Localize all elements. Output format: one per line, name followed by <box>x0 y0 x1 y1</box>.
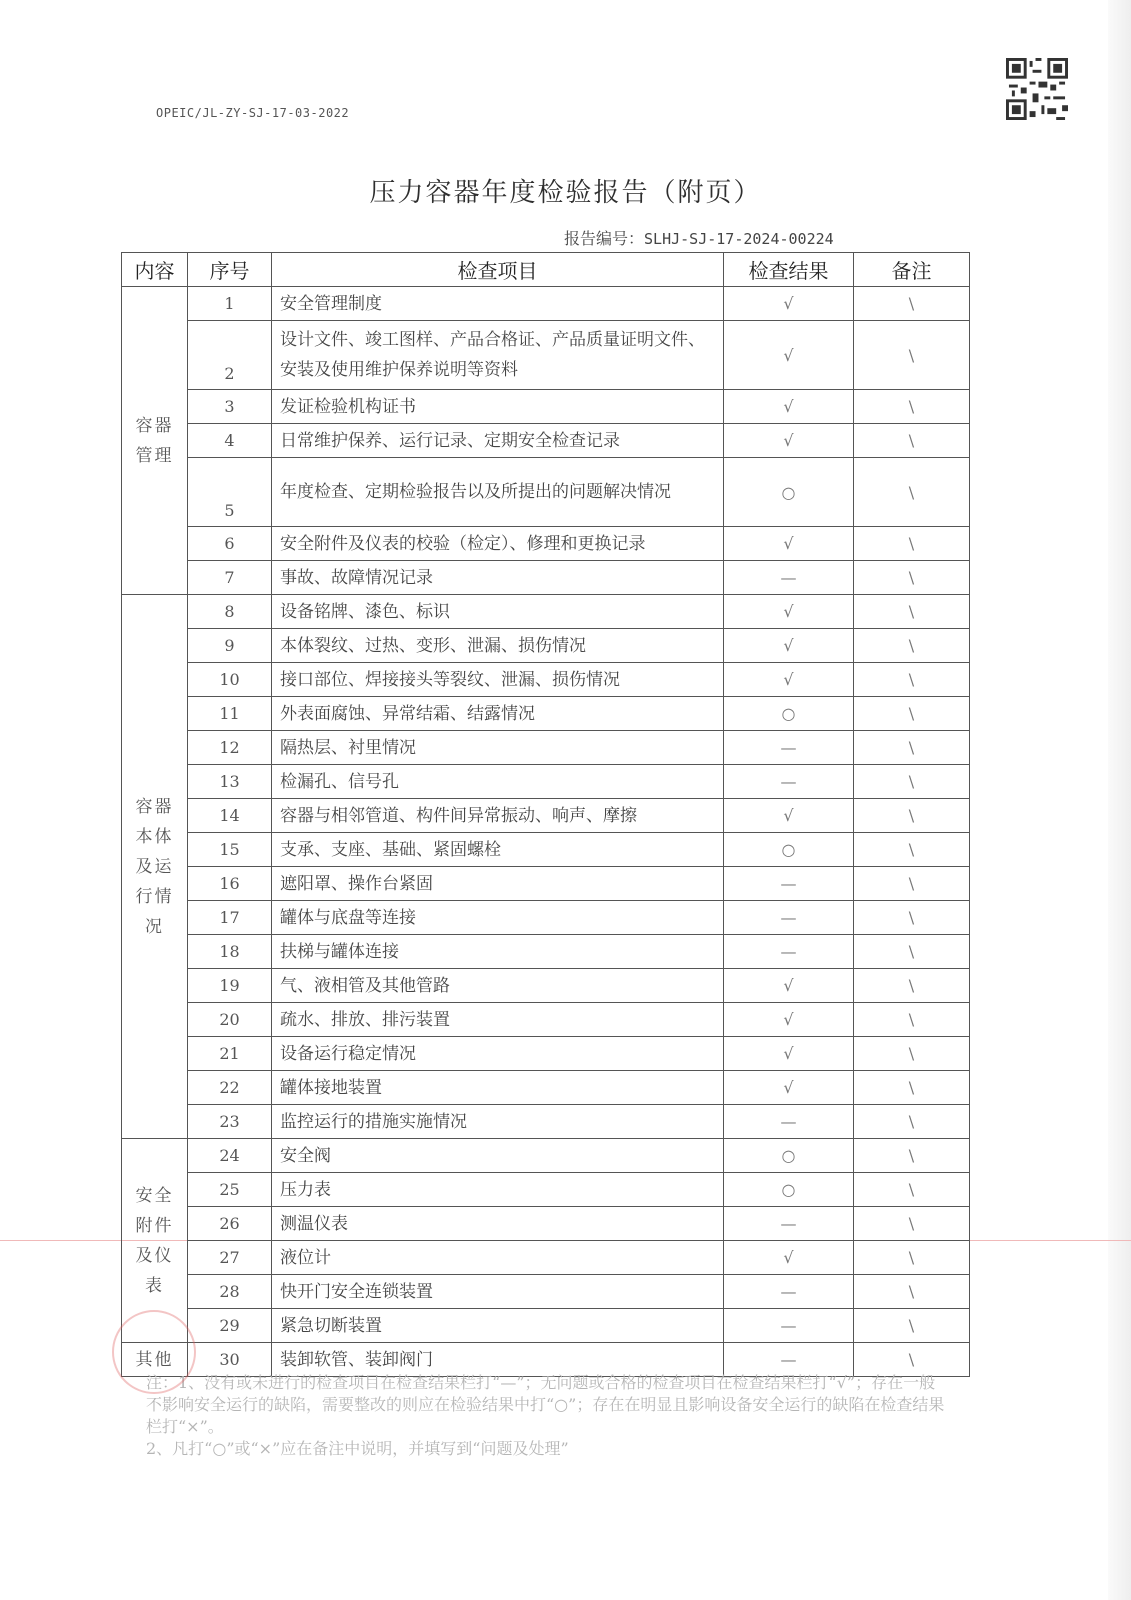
remark-cell: \ <box>854 1037 970 1071</box>
item-cell: 安全附件及仪表的校验（检定）、修理和更换记录 <box>272 527 724 561</box>
qr-code-icon <box>1006 58 1068 120</box>
item-cell: 扶梯与罐体连接 <box>272 935 724 969</box>
remark-cell: \ <box>854 1309 970 1343</box>
remark-cell: \ <box>854 901 970 935</box>
seq-cell: 19 <box>188 969 272 1003</box>
seq-cell: 15 <box>188 833 272 867</box>
report-title: 压力容器年度检验报告（附页） <box>369 178 762 208</box>
table-row <box>122 1241 970 1275</box>
table-row <box>122 1207 970 1241</box>
footnote-1: 注：1、没有或未进行的检查项目在检查结果栏打“—”；无问题或合格的检查项目在检查结果栏打“√”；存在一般不影响安全运行的缺陷，需要整改的则应在检验结果中打“○”；存在在明显且影响设备安全运行的缺陷在检查结果栏打“×”。 <box>146 1373 945 1436</box>
item-cell: 疏水、排放、排污装置 <box>272 1003 724 1037</box>
result-cell: — <box>724 935 854 969</box>
item-cell: 本体裂纹、过热、变形、泄漏、损伤情况 <box>272 629 724 663</box>
item-cell: 隔热层、衬里情况 <box>272 731 724 765</box>
seq-cell: 26 <box>188 1207 272 1241</box>
table-row <box>122 833 970 867</box>
category-label: 安全附件及仪表 <box>135 1185 174 1296</box>
result-cell: ○ <box>724 697 854 731</box>
category-label: 容器管理 <box>135 415 174 466</box>
remark-cell: \ <box>854 833 970 867</box>
seq-cell: 12 <box>188 731 272 765</box>
result-cell: — <box>724 731 854 765</box>
table-row <box>122 1275 970 1309</box>
table-row <box>122 321 970 390</box>
result-cell: ○ <box>724 458 854 527</box>
seq-cell: 28 <box>188 1275 272 1309</box>
table-row <box>122 1003 970 1037</box>
header-remark: 备注 <box>854 253 970 287</box>
table-row <box>122 901 970 935</box>
item-cell: 设备运行稳定情况 <box>272 1037 724 1071</box>
item-cell: 发证检验机构证书 <box>272 390 724 424</box>
remark-cell: \ <box>854 969 970 1003</box>
item-cell: 监控运行的措施实施情况 <box>272 1105 724 1139</box>
item-cell: 遮阳罩、操作台紧固 <box>272 867 724 901</box>
result-cell: √ <box>724 424 854 458</box>
remark-cell: \ <box>854 1207 970 1241</box>
table-row <box>122 390 970 424</box>
item-cell: 检漏孔、信号孔 <box>272 765 724 799</box>
header-seq: 序号 <box>188 253 272 287</box>
seq-cell: 4 <box>188 424 272 458</box>
remark-cell: \ <box>854 1003 970 1037</box>
table-body <box>122 287 970 1377</box>
table-row <box>122 595 970 629</box>
seq-cell: 30 <box>188 1343 272 1377</box>
table-row <box>122 697 970 731</box>
item-cell: 快开门安全连锁装置 <box>272 1275 724 1309</box>
seq-cell: 8 <box>188 595 272 629</box>
remark-cell: \ <box>854 1275 970 1309</box>
result-cell: — <box>724 867 854 901</box>
result-cell: √ <box>724 1241 854 1275</box>
item-cell: 液位计 <box>272 1241 724 1275</box>
header-result: 检查结果 <box>724 253 854 287</box>
result-cell: — <box>724 561 854 595</box>
result-cell: √ <box>724 1003 854 1037</box>
item-cell: 接口部位、焊接接头等裂纹、泄漏、损伤情况 <box>272 663 724 697</box>
category-cell <box>122 287 188 595</box>
table-row <box>122 765 970 799</box>
table-header-row <box>122 253 970 287</box>
result-cell: √ <box>724 390 854 424</box>
item-cell: 罐体与底盘等连接 <box>272 901 724 935</box>
table-row <box>122 1139 970 1173</box>
remark-cell: \ <box>854 1139 970 1173</box>
seq-cell: 23 <box>188 1105 272 1139</box>
remark-cell: \ <box>854 287 970 321</box>
seq-cell: 9 <box>188 629 272 663</box>
item-cell: 支承、支座、基础、紧固螺栓 <box>272 833 724 867</box>
remark-cell: \ <box>854 424 970 458</box>
table-row <box>122 458 970 527</box>
red-seal-stamp <box>112 1310 196 1394</box>
table-row <box>122 663 970 697</box>
remark-cell: \ <box>854 765 970 799</box>
table-row <box>122 731 970 765</box>
table-row <box>122 1037 970 1071</box>
remark-cell: \ <box>854 697 970 731</box>
result-cell: — <box>724 1275 854 1309</box>
scan-edge <box>1108 0 1131 1600</box>
seq-cell: 3 <box>188 390 272 424</box>
remark-cell: \ <box>854 1071 970 1105</box>
report-number-label: 报告编号： <box>564 229 645 248</box>
item-cell: 日常维护保养、运行记录、定期安全检查记录 <box>272 424 724 458</box>
seq-cell: 17 <box>188 901 272 935</box>
remark-cell: \ <box>854 1241 970 1275</box>
table-row <box>122 1173 970 1207</box>
seq-cell: 24 <box>188 1139 272 1173</box>
item-cell: 事故、故障情况记录 <box>272 561 724 595</box>
result-cell: √ <box>724 629 854 663</box>
remark-cell: \ <box>854 595 970 629</box>
seq-cell: 2 <box>188 321 272 390</box>
report-number <box>564 226 834 249</box>
result-cell: ○ <box>724 833 854 867</box>
result-cell: √ <box>724 595 854 629</box>
seq-cell: 13 <box>188 765 272 799</box>
table-row <box>122 287 970 321</box>
item-cell: 装卸软管、装卸阀门 <box>272 1343 724 1377</box>
remark-cell: \ <box>854 799 970 833</box>
item-cell: 紧急切断装置 <box>272 1309 724 1343</box>
table-row <box>122 935 970 969</box>
table-row <box>122 629 970 663</box>
item-cell: 气、液相管及其他管路 <box>272 969 724 1003</box>
item-cell: 测温仪表 <box>272 1207 724 1241</box>
seq-cell: 14 <box>188 799 272 833</box>
item-cell: 罐体接地装置 <box>272 1071 724 1105</box>
result-cell: √ <box>724 969 854 1003</box>
item-cell: 安全管理制度 <box>272 287 724 321</box>
seq-cell: 5 <box>188 458 272 527</box>
result-cell: √ <box>724 1037 854 1071</box>
table-row <box>122 1309 970 1343</box>
item-cell: 压力表 <box>272 1173 724 1207</box>
table-row <box>122 969 970 1003</box>
table-row <box>122 799 970 833</box>
remark-cell: \ <box>854 1105 970 1139</box>
seq-cell: 6 <box>188 527 272 561</box>
result-cell: ○ <box>724 1139 854 1173</box>
category-label: 其他 <box>135 1349 174 1370</box>
remark-cell: \ <box>854 935 970 969</box>
item-cell: 安全阀 <box>272 1139 724 1173</box>
table-row <box>122 867 970 901</box>
result-cell: — <box>724 901 854 935</box>
header-item: 检查项目 <box>272 253 724 287</box>
category-label: 容器本体及运行情况 <box>135 796 174 937</box>
seq-cell: 20 <box>188 1003 272 1037</box>
item-cell: 外表面腐蚀、异常结霜、结露情况 <box>272 697 724 731</box>
item-cell: 容器与相邻管道、构件间异常振动、响声、摩擦 <box>272 799 724 833</box>
table-row <box>122 561 970 595</box>
table-row <box>122 527 970 561</box>
result-cell: — <box>724 1207 854 1241</box>
result-cell: — <box>724 1343 854 1377</box>
seq-cell: 7 <box>188 561 272 595</box>
seq-cell: 11 <box>188 697 272 731</box>
remark-cell: \ <box>854 527 970 561</box>
item-cell: 设计文件、竣工图样、产品合格证、产品质量证明文件、安装及使用维护保养说明等资料 <box>272 321 724 390</box>
seq-cell: 25 <box>188 1173 272 1207</box>
result-cell: √ <box>724 1071 854 1105</box>
seq-cell: 18 <box>188 935 272 969</box>
remark-cell: \ <box>854 867 970 901</box>
report-number-value: SLHJ-SJ-17-2024-00224 <box>644 230 834 248</box>
seq-cell: 29 <box>188 1309 272 1343</box>
seq-cell: 16 <box>188 867 272 901</box>
remark-cell: \ <box>854 1343 970 1377</box>
seq-cell: 1 <box>188 287 272 321</box>
remark-cell: \ <box>854 390 970 424</box>
result-cell: √ <box>724 527 854 561</box>
category-cell <box>122 595 188 1139</box>
table-row <box>122 1105 970 1139</box>
remark-cell: \ <box>854 629 970 663</box>
result-cell: √ <box>724 663 854 697</box>
remark-cell: \ <box>854 663 970 697</box>
seq-cell: 21 <box>188 1037 272 1071</box>
seq-cell: 27 <box>188 1241 272 1275</box>
seq-cell: 10 <box>188 663 272 697</box>
item-cell: 设备铭牌、漆色、标识 <box>272 595 724 629</box>
footnote-2: 2、凡打“○”或“×”应在备注中说明，并填写到“问题及处理” <box>146 1439 569 1458</box>
remark-cell: \ <box>854 561 970 595</box>
result-cell: √ <box>724 321 854 390</box>
header-content: 内容 <box>122 253 188 287</box>
result-cell: √ <box>724 287 854 321</box>
inspection-table <box>121 252 970 1377</box>
result-cell: — <box>724 1105 854 1139</box>
result-cell: √ <box>724 799 854 833</box>
remark-cell: \ <box>854 731 970 765</box>
remark-cell: \ <box>854 1173 970 1207</box>
remark-cell: \ <box>854 321 970 390</box>
document-code: OPEIC/JL-ZY-SJ-17-03-2022 <box>156 106 350 120</box>
table-row <box>122 424 970 458</box>
seq-cell: 22 <box>188 1071 272 1105</box>
result-cell: — <box>724 765 854 799</box>
result-cell: — <box>724 1309 854 1343</box>
item-cell: 年度检查、定期检验报告以及所提出的问题解决情况 <box>272 458 724 527</box>
result-cell: ○ <box>724 1173 854 1207</box>
remark-cell: \ <box>854 458 970 527</box>
table-row <box>122 1071 970 1105</box>
footnotes <box>146 1372 946 1460</box>
